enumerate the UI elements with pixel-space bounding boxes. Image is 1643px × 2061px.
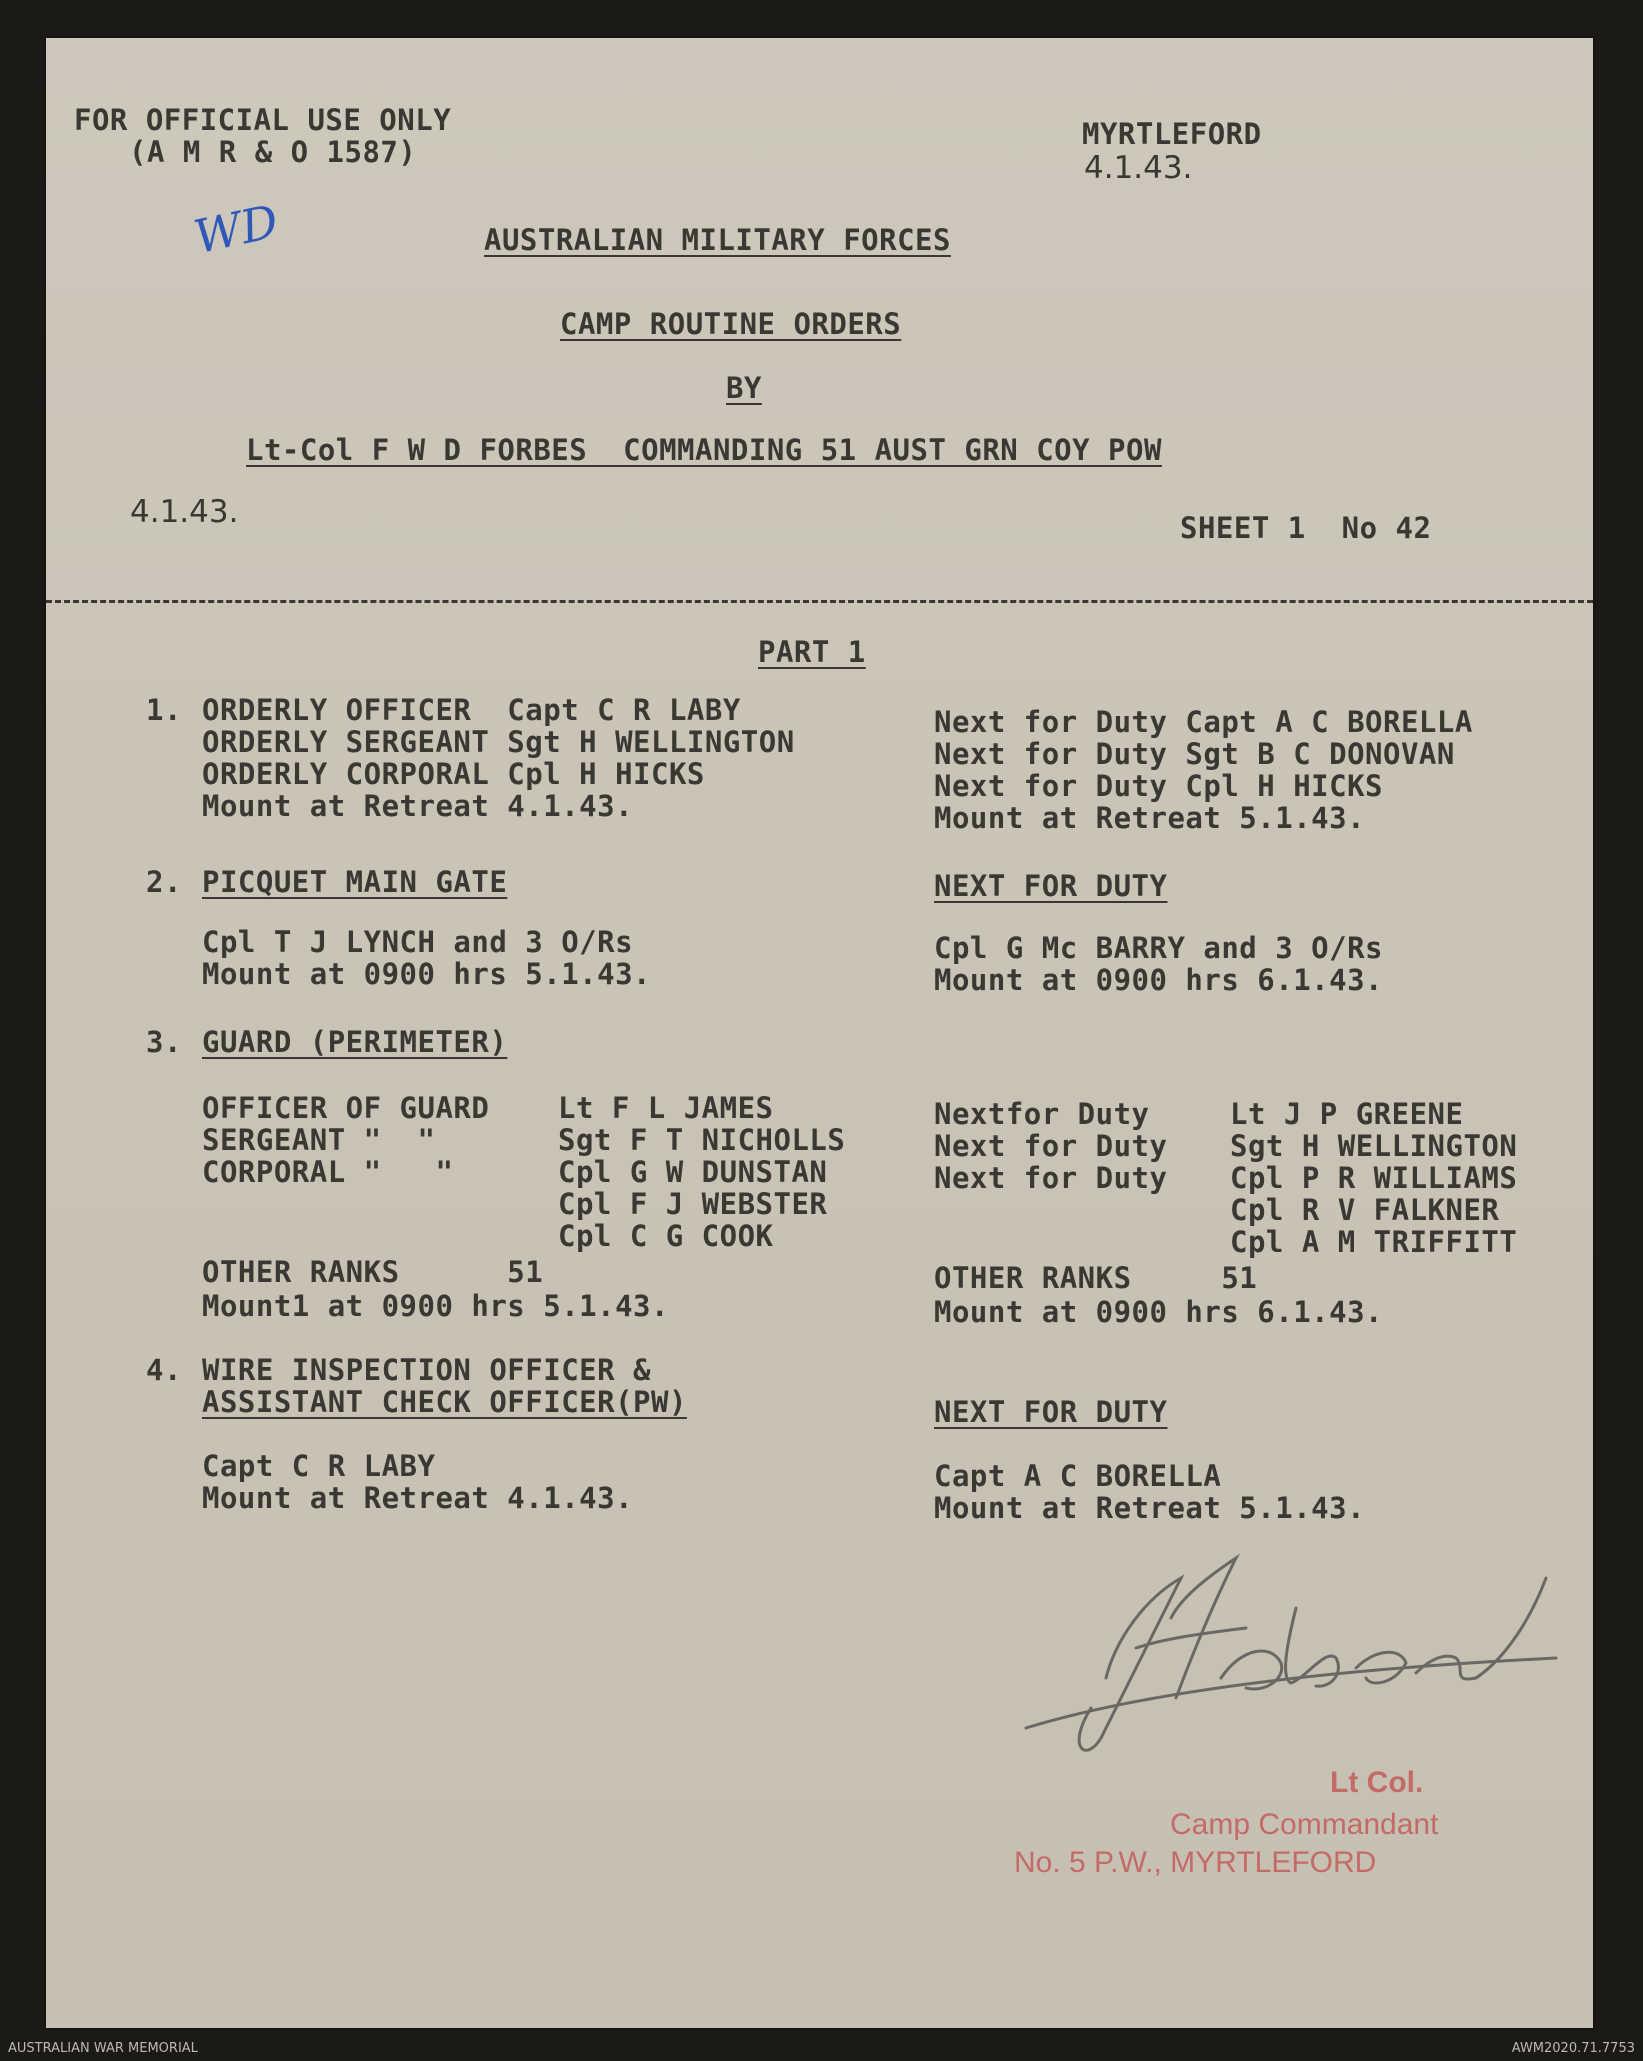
next-mount-line: Mount at Retreat 5.1.43. xyxy=(934,1491,1366,1525)
by-line: BY xyxy=(726,371,762,405)
guard-name: Cpl C G COOK xyxy=(558,1219,774,1253)
next-mount-line: Mount at Retreat 5.1.43. xyxy=(934,801,1366,835)
section-number: 1. xyxy=(146,693,182,727)
next-duty-sergeant: Next for Duty Sgt B C DONOVAN xyxy=(934,737,1455,771)
next-guard-name: Cpl A M TRIFFITT xyxy=(1230,1225,1518,1259)
guard-label: OFFICER OF GUARD xyxy=(202,1091,490,1125)
next-duty-heading: NEXT FOR DUTY xyxy=(934,869,1168,903)
next-guard-name: Lt J P GREENE xyxy=(1230,1097,1464,1131)
order-date: 4.1.43. xyxy=(130,494,239,530)
next-picquet-line: Cpl G Mc BARRY and 3 O/Rs xyxy=(934,931,1383,965)
section-heading: WIRE INSPECTION OFFICER & xyxy=(202,1353,651,1387)
next-duty-label: Next for Duty xyxy=(934,1129,1168,1163)
officer-line: Capt C R LABY xyxy=(202,1449,436,1483)
orderly-sergeant-line: ORDERLY SERGEANT Sgt H WELLINGTON xyxy=(202,725,795,759)
part-title: PART 1 xyxy=(758,635,866,669)
guard-label: SERGEANT " " xyxy=(202,1123,436,1157)
section-number: 4. xyxy=(146,1353,182,1387)
next-duty-officer: Next for Duty Capt A C BORELLA xyxy=(934,705,1473,739)
orderly-corporal-line: ORDERLY CORPORAL Cpl H HICKS xyxy=(202,757,705,791)
section-heading: GUARD (PERIMETER) xyxy=(202,1025,508,1059)
next-guard-name: Cpl P R WILLIAMS xyxy=(1230,1161,1518,1195)
separator-rule xyxy=(46,600,1593,603)
mount-line: Mount at Retreat 4.1.43. xyxy=(202,1481,634,1515)
commander-line: Lt-Col F W D FORBES COMMANDING 51 AUST GRN COY POW xyxy=(246,433,1162,467)
next-duty-heading: NEXT FOR DUTY xyxy=(934,1395,1168,1429)
mount-line: Mount at Retreat 4.1.43. xyxy=(202,789,634,823)
footer-accession: AWM2020.71.7753 xyxy=(1511,2041,1635,2056)
section-heading: ASSISTANT CHECK OFFICER(PW) xyxy=(202,1385,687,1419)
guard-name: Lt F L JAMES xyxy=(558,1091,774,1125)
next-mount-line: Mount at 0900 hrs 6.1.43. xyxy=(934,1295,1383,1329)
next-duty-label: Nextfor Duty xyxy=(934,1097,1150,1131)
guard-name: Cpl G W DUNSTAN xyxy=(558,1155,828,1189)
document-subtitle: CAMP ROUTINE ORDERS xyxy=(560,307,902,341)
archive-footer xyxy=(0,2035,1643,2061)
next-duty-label: Next for Duty xyxy=(934,1161,1168,1195)
section-heading: PICQUET MAIN GATE xyxy=(202,865,508,899)
place-date: 4.1.43. xyxy=(1084,150,1193,186)
stamp-rank: Lt Col. xyxy=(1330,1766,1424,1799)
next-officer-line: Capt A C BORELLA xyxy=(934,1459,1222,1493)
guard-name: Sgt F T NICHOLLS xyxy=(558,1123,846,1157)
orderly-officer-line: ORDERLY OFFICER Capt C R LABY xyxy=(202,693,741,727)
section-number: 2. xyxy=(146,865,182,899)
mount-line: Mount at 0900 hrs 5.1.43. xyxy=(202,957,651,991)
document-sheet xyxy=(46,38,1593,2028)
section-number: 3. xyxy=(146,1025,182,1059)
sheet-number: SHEET 1 No 42 xyxy=(1180,511,1432,545)
mount-line: Mount1 at 0900 hrs 5.1.43. xyxy=(202,1289,669,1323)
footer-institution: AUSTRALIAN WAR MEMORIAL xyxy=(8,2041,198,2056)
document-title: AUSTRALIAN MILITARY FORCES xyxy=(484,223,951,257)
guard-name: Cpl F J WEBSTER xyxy=(558,1187,828,1221)
other-ranks-line: OTHER RANKS 51 xyxy=(202,1255,544,1289)
next-duty-corporal: Next for Duty Cpl H HICKS xyxy=(934,769,1383,803)
official-use-line: FOR OFFICIAL USE ONLY xyxy=(74,103,452,137)
guard-label: CORPORAL " " xyxy=(202,1155,454,1189)
pencil-annotation: WD xyxy=(189,193,283,265)
next-guard-name: Sgt H WELLINGTON xyxy=(1230,1129,1518,1163)
place-name: MYRTLEFORD xyxy=(1082,117,1262,151)
signature xyxy=(1006,1538,1566,1768)
stamp-title: Camp Commandant xyxy=(1170,1808,1439,1841)
regulation-ref: (A M R & O 1587) xyxy=(129,135,417,169)
next-mount-line: Mount at 0900 hrs 6.1.43. xyxy=(934,963,1383,997)
stamp-unit: No. 5 P.W., MYRTLEFORD xyxy=(1014,1846,1377,1879)
next-guard-name: Cpl R V FALKNER xyxy=(1230,1193,1500,1227)
next-other-ranks-line: OTHER RANKS 51 xyxy=(934,1261,1258,1295)
picquet-line: Cpl T J LYNCH and 3 O/Rs xyxy=(202,925,634,959)
